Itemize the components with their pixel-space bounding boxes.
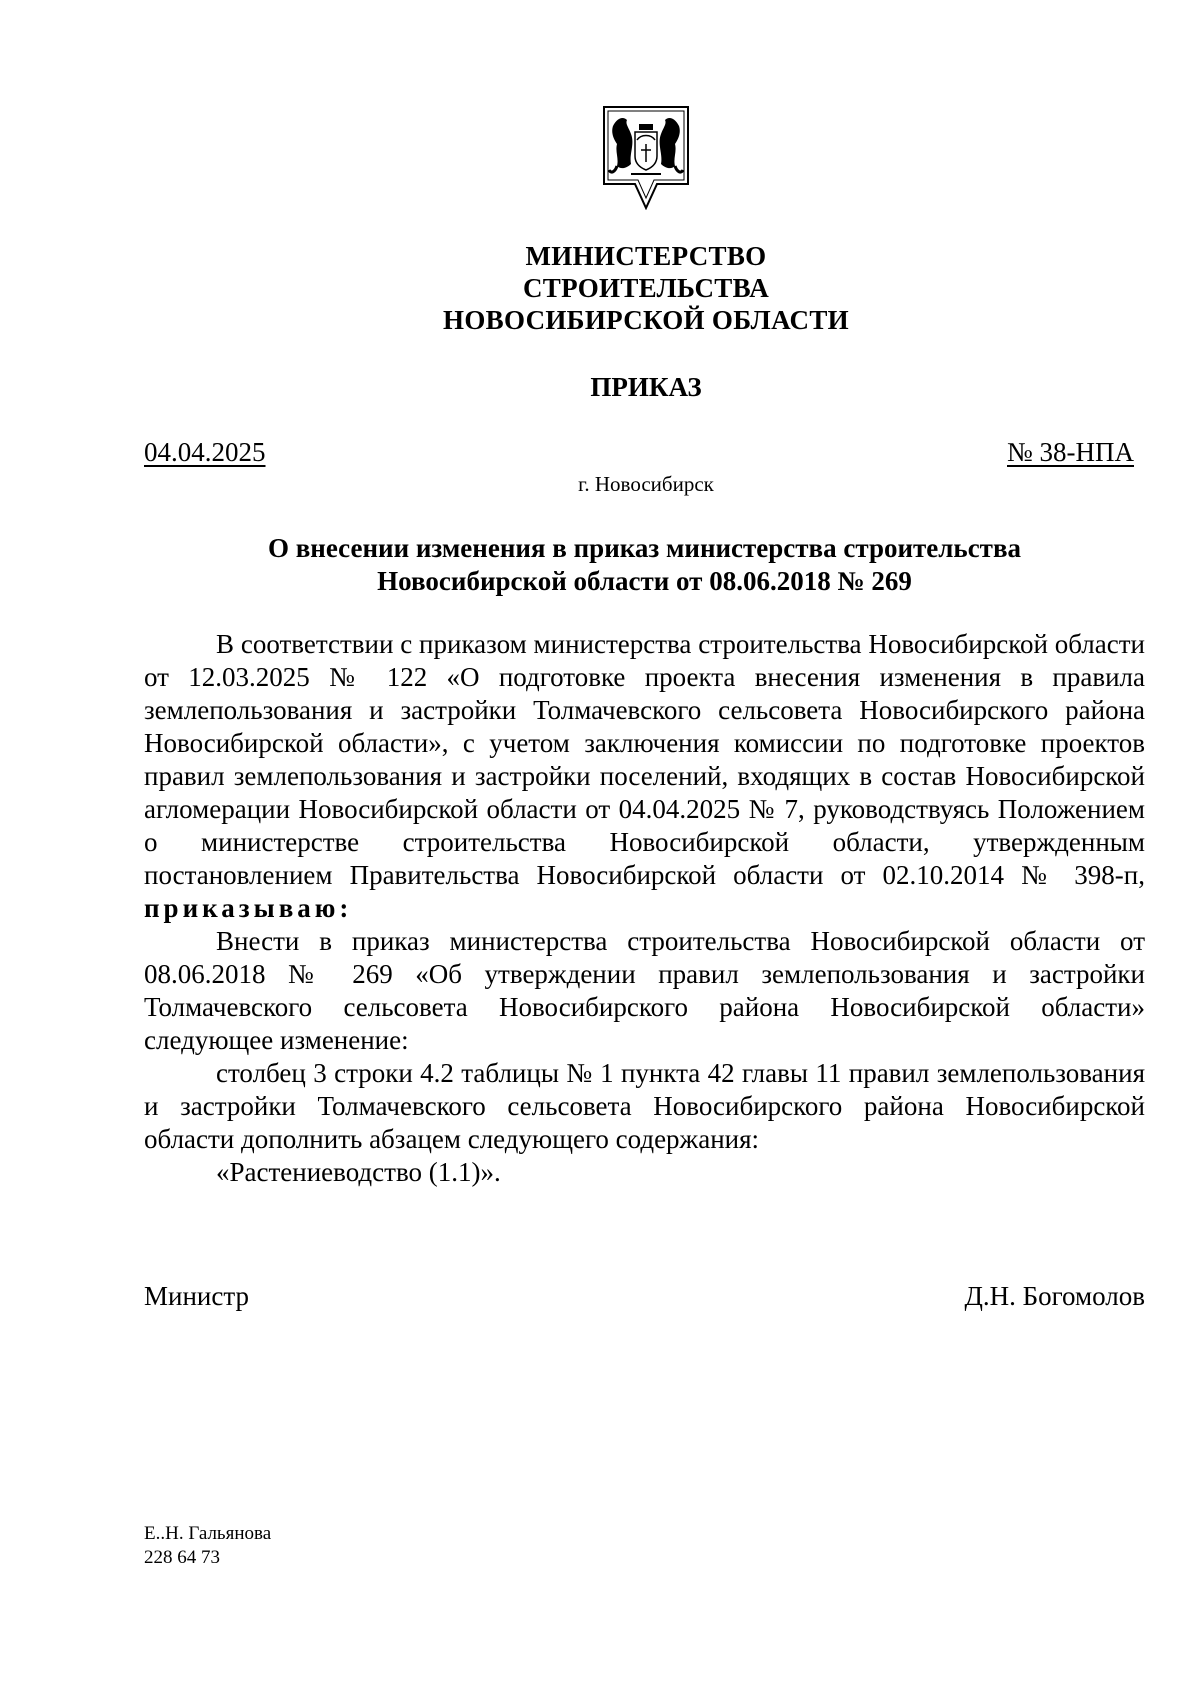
signatory-position: Министр <box>144 1281 249 1311</box>
subject-line-2: Новосибирской области от 08.06.2018 № 269 <box>377 566 912 596</box>
subject-line-1: О внесении изменения в приказ министерства строительства <box>267 533 1022 563</box>
executor-phone: 228 64 73 <box>144 1547 220 1568</box>
signatory-name: Д.Н. Богомолов <box>964 1281 1145 1311</box>
ministry-line-2: СТРОИТЕЛЬСТВА <box>522 273 770 303</box>
body-paragraph-1-text: В соответствии с приказом министерства строительства Новосибирской области от 12.03.2025 № 122 «О подготовке проекта внесения изменения в правила землепользования и застройки Толмачевского сельсовета Новосибирского района Новосибирской области», с учетом заключения комиссии по подготовке проектов правил землепользования и застройки поселений, входящих в состав Новосибирской агломерации Новосибирской области от 04.04.2025 № 7, руководствуясь Положением о министерстве строительства Новосибирской области, утвержденным постановлением Правительства Новосибирской области от 02.10.2014 № 398-п, <box>144 629 1145 890</box>
executor-name: Е..Н. Гальянова <box>144 1523 272 1544</box>
document-type: ПРИКАЗ <box>590 372 702 402</box>
body-paragraph-4: «Растениеводство (1.1)». <box>216 1157 501 1187</box>
document-body <box>144 628 1145 1189</box>
body-paragraph-1 <box>144 628 1145 925</box>
ministry-line-1: МИНИСТЕРСТВО <box>525 241 767 271</box>
document-date: 04.04.2025 <box>144 437 266 467</box>
document-number: № 38-НПА <box>1007 437 1134 467</box>
coat-of-arms-icon <box>601 104 691 210</box>
body-paragraph-2: Внести в приказ министерства строительства Новосибирской области от 08.06.2018 № 269 «Об утверждении правил землепользования и застройки Толмачевского сельсовета Новосибирского района Новосибирской области» следующее изменение: <box>144 926 1145 1055</box>
executor-block <box>144 1522 271 1570</box>
order-directive: приказываю: <box>144 893 353 923</box>
body-paragraph-3: столбец 3 строки 4.2 таблицы № 1 пункта 42 главы 11 правил землепользования и застройки Толмачевского сельсовета Новосибирского района Новосибирской области дополнить абзацем следующего содержания: <box>144 1058 1145 1154</box>
signature-block <box>144 1280 1145 1314</box>
document-city: г. Новосибирск <box>578 472 714 496</box>
ministry-line-3: НОВОСИБИРСКОЙ ОБЛАСТИ <box>443 305 849 335</box>
document-subject <box>144 532 1145 598</box>
ministry-heading <box>0 240 1200 336</box>
